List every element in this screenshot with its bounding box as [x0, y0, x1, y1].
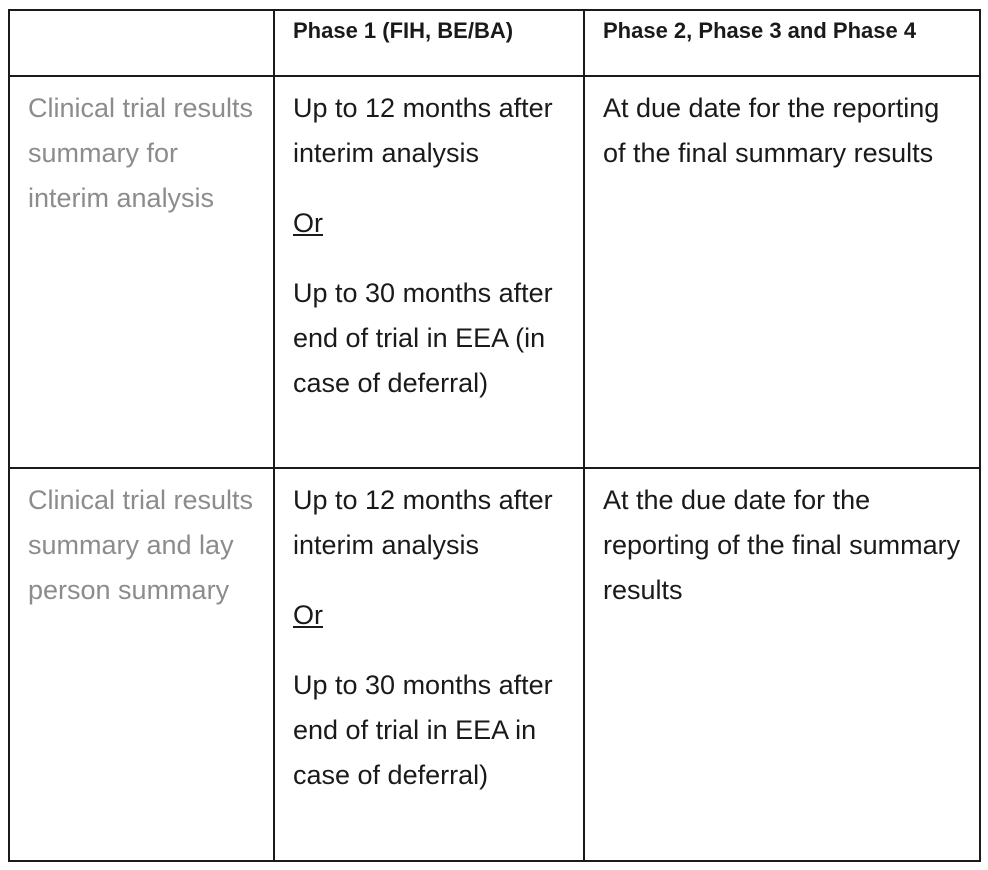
- phase-1-cell: [274, 468, 584, 861]
- phase-2-3-4-cell: [584, 76, 980, 468]
- phase-1-or: Or: [293, 600, 323, 630]
- row-label-text: Clinical trial results summary for interim analysis: [28, 93, 254, 213]
- phase-1-option-b: Up to 30 months after end of trial in EEA (in case of deferral): [293, 278, 553, 398]
- header-phase-1: Phase 1 (FIH, BE/BA): [274, 10, 584, 76]
- phase-2-3-4-text: At due date for the reporting of the final summary results: [603, 93, 940, 168]
- results-timeline-table: [8, 9, 981, 862]
- header-phase-2-3-4: Phase 2, Phase 3 and Phase 4: [584, 10, 980, 76]
- phase-1-option-a: Up to 12 months after interim analysis: [293, 93, 553, 168]
- header-empty-cell: [9, 10, 274, 76]
- phase-1-option-a: Up to 12 months after interim analysis: [293, 485, 553, 560]
- phase-2-3-4-cell: [584, 468, 980, 861]
- phase-1-cell: [274, 76, 584, 468]
- row-label-lay-person-summary: [9, 468, 274, 861]
- row-label-text: Clinical trial results summary and lay person summary: [28, 485, 254, 605]
- phase-2-3-4-text: At the due date for the reporting of the final summary results: [603, 485, 961, 605]
- table-row: [9, 76, 980, 468]
- table-row: [9, 468, 980, 861]
- phase-1-option-b: Up to 30 months after end of trial in EEA in case of deferral): [293, 670, 553, 790]
- row-label-interim-analysis: [9, 76, 274, 468]
- phase-1-or: Or: [293, 208, 323, 238]
- table-header-row: [9, 10, 980, 76]
